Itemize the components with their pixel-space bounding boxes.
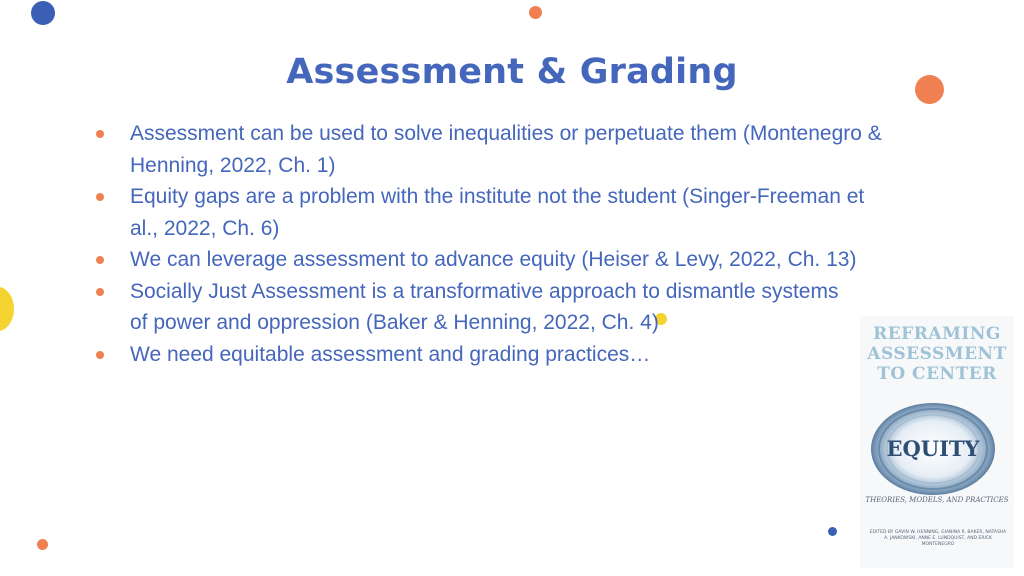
decorative-dot-orange	[529, 6, 542, 19]
book-cover-center-word: EQUITY	[886, 436, 980, 461]
decorative-dot-blue	[31, 1, 55, 25]
bullet-dot-icon	[96, 351, 104, 359]
bullet-item	[92, 339, 892, 371]
slide-title: Assessment & Grading	[286, 52, 738, 92]
book-cover-image	[860, 316, 1014, 568]
equity-orb-icon	[866, 400, 1000, 498]
bullet-list	[92, 118, 892, 370]
bullet-dot-icon	[96, 288, 104, 296]
bullet-text: Assessment can be used to solve inequalities or perpetuate them (Montenegro & Henning, 2022, Ch. 1)	[130, 122, 882, 177]
book-cover-title-line: REFRAMING	[873, 324, 1001, 344]
bullet-item	[92, 276, 850, 339]
decorative-dot-yellow	[0, 287, 14, 331]
book-cover-title-line: ASSESSMENT	[867, 344, 1007, 364]
bullet-item	[92, 181, 892, 244]
bullet-text: Equity gaps are a problem with the institute not the student (Singer-Freeman et al., 2022, Ch. 6)	[130, 185, 865, 240]
bullet-item	[92, 244, 892, 276]
decorative-dot-orange	[37, 539, 48, 550]
book-cover-editors: EDITED BY GAVIN W. HENNING, GIANINA R. BAKER, NATASHA A. JANKOWSKI, ANNE E. LUNDQUIST, AND ERICK MONTENEGRO	[869, 530, 1007, 547]
bullet-dot-icon	[96, 256, 104, 264]
book-cover-subtitle: THEORIES, MODELS, AND PRACTICES	[865, 496, 1009, 504]
bullet-text: We need equitable assessment and grading practices…	[130, 342, 651, 366]
book-cover-title-line: TO CENTER	[877, 364, 997, 384]
bullet-dot-icon	[96, 130, 104, 138]
bullet-item	[92, 118, 892, 181]
book-cover-title	[860, 324, 1014, 384]
decorative-dot-blue	[828, 527, 837, 536]
bullet-text: We can leverage assessment to advance equity (Heiser & Levy, 2022, Ch. 13)	[130, 248, 857, 271]
bullet-dot-icon	[96, 193, 104, 201]
bullet-text: Socially Just Assessment is a transformative approach to dismantle systems of power and oppression (Baker & Henning, 2022, Ch. 4)	[130, 279, 839, 334]
